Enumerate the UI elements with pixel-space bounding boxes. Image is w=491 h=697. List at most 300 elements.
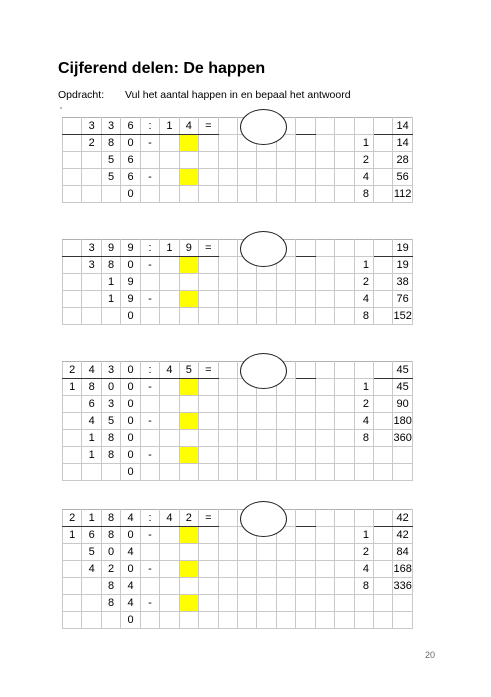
grid-cell — [296, 413, 315, 430]
grid-cell — [218, 152, 237, 169]
work-digit-cell: 0 — [101, 379, 120, 396]
work-digit-cell: 0 — [121, 135, 140, 152]
work-digit-cell: 1 — [63, 379, 82, 396]
grid-cell — [335, 578, 354, 595]
grid-cell — [374, 291, 393, 308]
work-digit-cell: - — [140, 413, 159, 430]
grid-cell — [199, 186, 218, 203]
division-grid — [62, 361, 413, 481]
multiplier-cell: 1 — [354, 379, 373, 396]
multiplier-cell: 4 — [354, 413, 373, 430]
multiple-cell: 19 — [393, 257, 412, 274]
work-digit-cell: 6 — [82, 396, 101, 413]
header-digit-cell: 4 — [121, 510, 140, 527]
grid-cell — [160, 612, 179, 629]
header-digit-cell — [63, 240, 82, 257]
header-digit-cell: = — [199, 240, 218, 257]
table-head-cell: 45 — [393, 362, 412, 379]
work-digit-cell — [63, 430, 82, 447]
work-digit-cell — [140, 544, 159, 561]
work-digit-cell: 0 — [121, 379, 140, 396]
grid-cell — [374, 152, 393, 169]
work-digit-cell — [140, 578, 159, 595]
grid-cell — [335, 561, 354, 578]
grid-cell — [199, 527, 218, 544]
work-digit-cell — [63, 291, 82, 308]
grid-cell — [199, 291, 218, 308]
grid-cell — [296, 544, 315, 561]
work-digit-cell: 1 — [82, 447, 101, 464]
work-digit-cell: 0 — [121, 527, 140, 544]
answer-oval[interactable] — [240, 109, 287, 145]
grid-cell — [218, 169, 237, 186]
work-digit-cell: 0 — [121, 430, 140, 447]
grid-cell — [374, 561, 393, 578]
grid-cell — [374, 379, 393, 396]
grid-cell — [374, 274, 393, 291]
grid-cell — [315, 413, 334, 430]
multiple-cell: 14 — [393, 135, 412, 152]
multiple-cell: 90 — [393, 396, 412, 413]
header-digit-cell: : — [140, 240, 159, 257]
work-digit-cell: 1 — [101, 291, 120, 308]
work-digit-cell — [63, 186, 82, 203]
grid-cell — [218, 291, 237, 308]
work-digit-cell — [140, 152, 159, 169]
header-digit-cell: : — [140, 118, 159, 135]
grid-cell — [374, 240, 393, 257]
multiplier-cell: 4 — [354, 291, 373, 308]
grid-cell — [257, 186, 276, 203]
grid-cell — [374, 362, 393, 379]
grid-cell — [354, 447, 373, 464]
grid-cell — [237, 308, 256, 325]
grid-cell — [199, 578, 218, 595]
grid-cell — [374, 544, 393, 561]
work-digit-cell: 8 — [101, 257, 120, 274]
grid-cell — [296, 257, 315, 274]
work-digit-cell — [63, 308, 82, 325]
grid-cell — [315, 561, 334, 578]
header-digit-cell — [63, 118, 82, 135]
work-digit-cell — [63, 595, 82, 612]
grid-cell — [315, 291, 334, 308]
grid-cell — [374, 527, 393, 544]
grid-cell — [374, 308, 393, 325]
exercise-3 — [62, 361, 412, 487]
grid-cell — [315, 464, 334, 481]
grid-cell — [218, 510, 237, 527]
grid-cell — [276, 464, 295, 481]
grid-cell — [276, 561, 295, 578]
work-digit-cell: 9 — [121, 274, 140, 291]
grid-cell — [315, 396, 334, 413]
bites-input-cell[interactable] — [179, 413, 198, 430]
work-digit-cell — [101, 308, 120, 325]
multiplier-cell: 1 — [354, 257, 373, 274]
grid-cell — [296, 169, 315, 186]
grid-cell — [160, 396, 179, 413]
grid-cell — [237, 152, 256, 169]
grid-cell — [160, 595, 179, 612]
grid-cell — [335, 447, 354, 464]
grid-cell — [315, 379, 334, 396]
work-digit-cell — [63, 561, 82, 578]
grid-cell — [179, 152, 198, 169]
grid-cell — [237, 291, 256, 308]
grid-cell — [315, 578, 334, 595]
work-digit-cell — [101, 464, 120, 481]
header-digit-cell: 3 — [82, 240, 101, 257]
header-digit-cell: 2 — [63, 510, 82, 527]
grid-cell — [354, 612, 373, 629]
grid-cell — [218, 612, 237, 629]
grid-cell — [160, 527, 179, 544]
header-digit-cell: 1 — [160, 118, 179, 135]
grid-cell — [199, 612, 218, 629]
grid-cell — [257, 308, 276, 325]
grid-cell — [160, 430, 179, 447]
multiple-cell: 28 — [393, 152, 412, 169]
grid-cell — [179, 612, 198, 629]
work-digit-cell: - — [140, 595, 159, 612]
multiplier-cell: 2 — [354, 274, 373, 291]
work-digit-cell — [82, 291, 101, 308]
grid-cell — [257, 291, 276, 308]
grid-cell — [374, 510, 393, 527]
grid-cell — [199, 464, 218, 481]
grid-cell — [199, 447, 218, 464]
grid-cell — [335, 291, 354, 308]
grid-cell — [315, 612, 334, 629]
grid-cell — [374, 118, 393, 135]
grid-cell — [296, 612, 315, 629]
grid-cell — [199, 308, 218, 325]
work-digit-cell — [101, 612, 120, 629]
work-digit-cell: 8 — [101, 595, 120, 612]
grid-cell — [276, 396, 295, 413]
multiple-cell: 152 — [393, 308, 412, 325]
work-digit-cell: 3 — [82, 257, 101, 274]
multiplier-cell: 2 — [354, 152, 373, 169]
grid-cell — [199, 413, 218, 430]
grid-cell — [257, 612, 276, 629]
multiple-cell: 336 — [393, 578, 412, 595]
work-digit-cell: 6 — [121, 152, 140, 169]
table-head-cell: 19 — [393, 240, 412, 257]
header-digit-cell: 3 — [82, 118, 101, 135]
work-digit-cell: 1 — [63, 527, 82, 544]
grid-cell — [335, 379, 354, 396]
grid-cell — [218, 413, 237, 430]
grid-cell — [257, 544, 276, 561]
grid-cell — [276, 186, 295, 203]
bites-input-cell[interactable] — [179, 169, 198, 186]
grid-cell — [315, 308, 334, 325]
answer-oval[interactable] — [240, 353, 287, 389]
exercise-2 — [62, 239, 412, 329]
grid-cell — [276, 291, 295, 308]
header-digit-cell: 1 — [160, 240, 179, 257]
header-digit-cell: : — [140, 362, 159, 379]
header-digit-cell: = — [199, 118, 218, 135]
grid-cell — [160, 274, 179, 291]
grid-cell — [199, 396, 218, 413]
header-digit-cell: 5 — [179, 362, 198, 379]
instruction-label: Opdracht: — [58, 89, 105, 101]
grid-cell — [315, 152, 334, 169]
work-digit-cell: - — [140, 447, 159, 464]
grid-cell — [237, 595, 256, 612]
grid-cell — [199, 430, 218, 447]
multiplier-cell: 8 — [354, 186, 373, 203]
work-digit-cell: 5 — [101, 152, 120, 169]
work-digit-cell — [101, 186, 120, 203]
grid-cell — [257, 274, 276, 291]
grid-cell — [296, 578, 315, 595]
grid-cell — [218, 396, 237, 413]
grid-cell — [335, 396, 354, 413]
multiplier-cell: 2 — [354, 544, 373, 561]
work-digit-cell: 5 — [82, 544, 101, 561]
grid-cell — [374, 612, 393, 629]
grid-cell — [218, 257, 237, 274]
grid-cell — [218, 135, 237, 152]
work-digit-cell: 4 — [121, 578, 140, 595]
bites-input-cell[interactable] — [179, 561, 198, 578]
grid-cell — [160, 413, 179, 430]
work-digit-cell: 5 — [101, 413, 120, 430]
stray-dot — [60, 107, 62, 109]
work-digit-cell: 4 — [121, 544, 140, 561]
grid-cell — [296, 152, 315, 169]
grid-cell — [374, 464, 393, 481]
grid-cell — [237, 169, 256, 186]
header-digit-cell: 4 — [179, 118, 198, 135]
grid-cell — [335, 240, 354, 257]
header-digit-cell: 0 — [121, 362, 140, 379]
grid-cell — [199, 595, 218, 612]
grid-cell — [335, 257, 354, 274]
grid-cell — [374, 578, 393, 595]
work-digit-cell — [63, 447, 82, 464]
grid-cell — [218, 561, 237, 578]
work-digit-cell: 0 — [121, 413, 140, 430]
grid-cell — [218, 186, 237, 203]
page-title: Cijferend delen: De happen — [58, 60, 266, 77]
grid-cell — [237, 430, 256, 447]
grid-cell — [315, 544, 334, 561]
work-digit-cell — [63, 612, 82, 629]
grid-cell — [374, 257, 393, 274]
grid-cell — [335, 274, 354, 291]
grid-cell — [335, 362, 354, 379]
answer-oval[interactable] — [240, 501, 287, 537]
grid-cell — [393, 612, 412, 629]
work-digit-cell: 1 — [101, 274, 120, 291]
grid-cell — [160, 464, 179, 481]
grid-cell — [276, 430, 295, 447]
grid-cell — [335, 169, 354, 186]
work-digit-cell — [140, 308, 159, 325]
grid-cell — [257, 578, 276, 595]
grid-cell — [393, 464, 412, 481]
multiple-cell: 180 — [393, 413, 412, 430]
grid-cell — [296, 561, 315, 578]
multiple-cell: 360 — [393, 430, 412, 447]
grid-cell — [199, 274, 218, 291]
work-digit-cell — [140, 430, 159, 447]
bites-input-cell[interactable] — [179, 595, 198, 612]
work-digit-cell: 8 — [101, 527, 120, 544]
bites-input-cell[interactable] — [179, 257, 198, 274]
grid-cell — [315, 274, 334, 291]
instruction — [58, 89, 351, 101]
answer-oval[interactable] — [240, 231, 287, 267]
grid-cell — [218, 544, 237, 561]
header-digit-cell: 4 — [82, 362, 101, 379]
grid-cell — [160, 186, 179, 203]
work-digit-cell: 0 — [121, 308, 140, 325]
grid-cell — [237, 396, 256, 413]
multiplier-cell: 4 — [354, 561, 373, 578]
grid-cell — [160, 291, 179, 308]
grid-cell — [315, 595, 334, 612]
grid-cell — [315, 169, 334, 186]
grid-cell — [276, 169, 295, 186]
grid-cell — [218, 379, 237, 396]
grid-cell — [335, 544, 354, 561]
work-digit-cell — [140, 186, 159, 203]
grid-cell — [335, 152, 354, 169]
header-digit-cell: 1 — [82, 510, 101, 527]
grid-cell — [296, 595, 315, 612]
work-digit-cell: - — [140, 257, 159, 274]
grid-cell — [315, 186, 334, 203]
grid-cell — [374, 413, 393, 430]
grid-cell — [335, 118, 354, 135]
grid-cell — [237, 413, 256, 430]
grid-cell — [179, 464, 198, 481]
header-digit-cell: = — [199, 362, 218, 379]
work-digit-cell — [63, 274, 82, 291]
grid-cell — [218, 362, 237, 379]
table-head-cell: 42 — [393, 510, 412, 527]
work-digit-cell: - — [140, 135, 159, 152]
instruction-text: Vul het aantal happen in en bepaal het antwoord — [125, 89, 351, 101]
grid-cell — [374, 169, 393, 186]
header-digit-cell: 9 — [121, 240, 140, 257]
grid-cell — [218, 430, 237, 447]
work-digit-cell — [140, 396, 159, 413]
work-digit-cell — [63, 169, 82, 186]
grid-cell — [237, 274, 256, 291]
bites-input-cell[interactable] — [179, 379, 198, 396]
header-digit-cell: = — [199, 510, 218, 527]
work-digit-cell: - — [140, 291, 159, 308]
grid-cell — [160, 578, 179, 595]
bites-input-cell[interactable] — [179, 291, 198, 308]
grid-cell — [335, 595, 354, 612]
grid-cell — [237, 447, 256, 464]
multiple-cell: 76 — [393, 291, 412, 308]
grid-cell — [276, 544, 295, 561]
grid-cell — [276, 152, 295, 169]
grid-cell — [296, 379, 315, 396]
work-digit-cell — [82, 595, 101, 612]
header-digit-cell: 3 — [101, 118, 120, 135]
multiple-cell: 112 — [393, 186, 412, 203]
grid-cell — [374, 447, 393, 464]
bites-input-cell[interactable] — [179, 135, 198, 152]
work-digit-cell: 4 — [82, 413, 101, 430]
grid-cell — [335, 527, 354, 544]
header-digit-cell: 9 — [101, 240, 120, 257]
grid-cell — [315, 257, 334, 274]
work-digit-cell: 1 — [82, 430, 101, 447]
bites-input-cell[interactable] — [179, 527, 198, 544]
grid-cell — [276, 612, 295, 629]
grid-cell — [315, 118, 334, 135]
grid-cell — [374, 430, 393, 447]
work-digit-cell: 0 — [121, 396, 140, 413]
grid-cell — [257, 396, 276, 413]
grid-cell — [374, 595, 393, 612]
grid-cell — [354, 510, 373, 527]
multiple-cell: 42 — [393, 527, 412, 544]
grid-cell — [237, 186, 256, 203]
grid-cell — [218, 274, 237, 291]
work-digit-cell: 5 — [101, 169, 120, 186]
grid-cell — [335, 308, 354, 325]
work-digit-cell: 0 — [121, 561, 140, 578]
grid-cell — [315, 447, 334, 464]
grid-cell — [374, 396, 393, 413]
work-digit-cell: 3 — [101, 396, 120, 413]
work-digit-cell: 8 — [101, 447, 120, 464]
grid-cell — [354, 464, 373, 481]
work-digit-cell: 0 — [121, 257, 140, 274]
header-digit-cell: 3 — [101, 362, 120, 379]
work-digit-cell: 0 — [121, 447, 140, 464]
grid-cell — [296, 396, 315, 413]
bites-input-cell[interactable] — [179, 447, 198, 464]
multiple-cell: 84 — [393, 544, 412, 561]
grid-cell — [374, 186, 393, 203]
grid-cell — [315, 135, 334, 152]
grid-cell — [296, 447, 315, 464]
grid-cell — [218, 464, 237, 481]
work-digit-cell — [63, 464, 82, 481]
grid-cell — [315, 527, 334, 544]
grid-cell — [218, 308, 237, 325]
work-digit-cell: 9 — [121, 291, 140, 308]
grid-cell — [335, 430, 354, 447]
grid-cell — [315, 240, 334, 257]
multiplier-cell: 1 — [354, 135, 373, 152]
work-digit-cell: 2 — [82, 135, 101, 152]
division-grid — [62, 509, 413, 629]
grid-cell — [257, 447, 276, 464]
grid-cell — [237, 578, 256, 595]
work-digit-cell: 0 — [121, 464, 140, 481]
work-digit-cell — [82, 464, 101, 481]
grid-cell — [276, 447, 295, 464]
work-digit-cell: 6 — [82, 527, 101, 544]
grid-cell — [199, 135, 218, 152]
grid-cell — [257, 464, 276, 481]
multiplier-cell: 8 — [354, 308, 373, 325]
